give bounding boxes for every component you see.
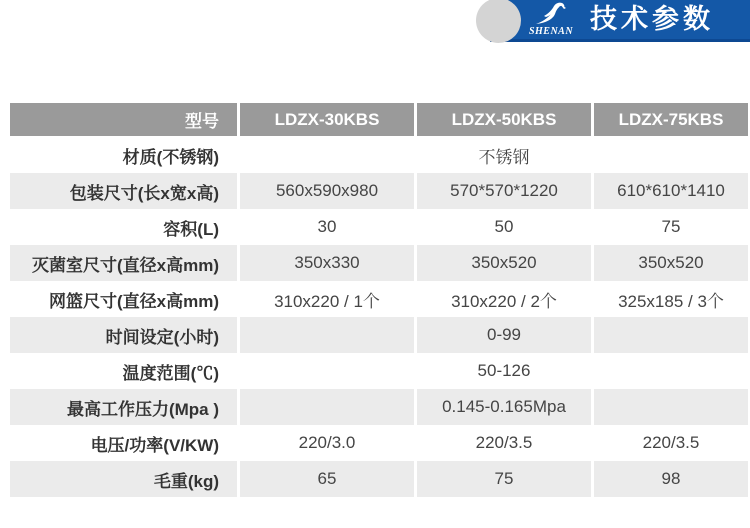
spec-value-cell: 50-126 <box>477 361 531 380</box>
spec-value-cell: 98 <box>594 461 748 497</box>
spec-label-cell: 包装尺寸(长x宽x高) <box>10 173 237 209</box>
column-header-ldzx-50kbs: LDZX-50KBS <box>417 103 591 136</box>
spec-value-cell: 220/3.5 <box>475 433 533 452</box>
spec-label-cell: 材质(不锈钢) <box>122 147 219 167</box>
spec-value-cell: 350x520 <box>594 245 748 281</box>
column-header-ldzx-30kbs: LDZX-30KBS <box>240 103 414 136</box>
spec-value-cell <box>594 389 748 425</box>
spec-value-cell: 560x590x980 <box>240 173 414 209</box>
spec-value-cell: 610*610*1410 <box>594 173 748 209</box>
spec-value-cell: 310x220 / 1个 <box>274 291 380 311</box>
spec-value-cell: 50 <box>494 217 514 236</box>
table-row <box>10 173 750 209</box>
column-header-ldzx-75kbs: LDZX-75KBS <box>594 103 748 136</box>
decorative-circle <box>476 0 521 43</box>
spec-value-cell <box>240 353 414 389</box>
table-row <box>10 317 750 353</box>
spec-value-cell: 350x520 <box>417 245 591 281</box>
spec-label-cell: 网篮尺寸(直径x高mm) <box>48 291 219 311</box>
spec-value-cell: 不锈钢 <box>478 147 530 167</box>
spec-label-cell: 最高工作压力(Mpa ) <box>10 389 237 425</box>
spec-label-cell: 温度范围(℃) <box>122 363 219 383</box>
spec-value-cell <box>594 317 748 353</box>
table-body <box>10 137 750 497</box>
table-row <box>10 209 750 245</box>
spec-label-cell: 容积(L) <box>163 219 219 239</box>
spec-value-cell: 75 <box>417 461 591 497</box>
model-header-cell: 型号 <box>10 103 237 136</box>
table-row <box>10 137 750 173</box>
spec-value-cell: 0.145-0.165Mpa <box>417 389 591 425</box>
spec-label-cell: 灭菌室尺寸(直径x高mm) <box>10 245 237 281</box>
spec-label-cell: 时间设定(小时) <box>10 317 237 353</box>
spec-value-cell: 65 <box>240 461 414 497</box>
table-row <box>10 245 750 281</box>
table-header-row <box>10 103 750 136</box>
spec-label-cell: 电压/功率(V/KW) <box>90 435 219 455</box>
table-row <box>10 461 750 497</box>
spec-value-cell <box>594 137 748 173</box>
spec-value-cell <box>240 137 414 173</box>
table-row <box>10 353 750 389</box>
table-row <box>10 389 750 425</box>
gazelle-logo-icon <box>534 2 568 26</box>
spec-value-cell: 570*570*1220 <box>417 173 591 209</box>
brand-logo <box>528 2 574 37</box>
spec-label-cell: 毛重(kg) <box>10 461 237 497</box>
spec-value-cell: 350x330 <box>240 245 414 281</box>
spec-value-cell <box>240 317 414 353</box>
spec-table <box>10 103 750 497</box>
section-title: 技术参数 <box>590 4 714 34</box>
spec-value-cell: 220/3.5 <box>642 433 700 452</box>
table-row <box>10 281 750 317</box>
spec-value-cell: 325x185 / 3个 <box>618 291 724 311</box>
spec-value-cell: 0-99 <box>417 317 591 353</box>
banner <box>490 0 750 42</box>
spec-value-cell: 30 <box>317 217 337 236</box>
table-row <box>10 425 750 461</box>
spec-value-cell <box>240 389 414 425</box>
spec-value-cell: 220/3.0 <box>298 433 356 452</box>
brand-name: SHENAN <box>528 26 574 37</box>
spec-value-cell: 310x220 / 2个 <box>451 291 557 311</box>
spec-value-cell: 75 <box>661 217 681 236</box>
spec-value-cell <box>594 353 748 389</box>
